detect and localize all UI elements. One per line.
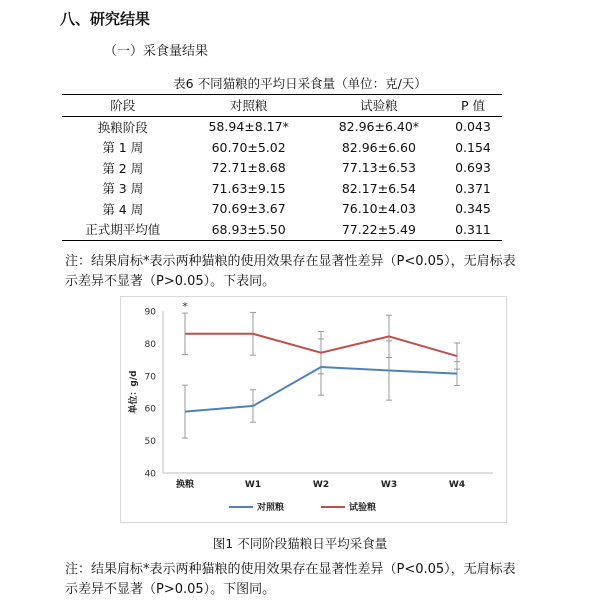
cell-p-value: 0.043 bbox=[455, 119, 491, 135]
table-row bbox=[62, 158, 502, 179]
header-control: 对照粮 bbox=[229, 98, 268, 114]
cell-control: 72.71±8.68 bbox=[211, 160, 286, 176]
cell-stage: 第 3 周 bbox=[102, 181, 144, 197]
x-tick-label: W1 bbox=[244, 480, 262, 490]
table-note: 注：结果肩标*表示两种猫粮的使用效果存在显著性差异（P<0.05），无肩标表示差异不显著（P>0.05）。下表同。 bbox=[65, 254, 516, 289]
cell-p-value: 0.693 bbox=[455, 160, 491, 176]
table-row bbox=[62, 178, 502, 199]
y-tick-label: 50 bbox=[144, 437, 156, 448]
cell-control: 70.69±3.67 bbox=[211, 201, 286, 217]
y-tick-label: 90 bbox=[144, 307, 156, 318]
figure-note: 注：结果肩标*表示两种猫粮的使用效果存在显著性差异（P<0.05），无肩标表示差异不显著（P>0.05）。下图同。 bbox=[65, 562, 516, 597]
significance-marker: * bbox=[182, 300, 188, 314]
y-axis-label: 单位：g/d bbox=[129, 370, 139, 414]
cell-stage: 正式期平均值 bbox=[85, 222, 161, 238]
cell-stage: 第 4 周 bbox=[102, 201, 144, 217]
cell-p-value: 0.371 bbox=[455, 180, 491, 196]
x-tick-label: W4 bbox=[448, 480, 466, 490]
header-p-value: P 值 bbox=[460, 98, 485, 114]
legend-label: 对照粮 bbox=[257, 503, 285, 513]
x-tick-label: W3 bbox=[380, 480, 398, 490]
subsection-title: （一）采食量结果 bbox=[104, 44, 209, 59]
figure-caption: 图1 不同阶段猫粮日平均采食量 bbox=[212, 536, 388, 551]
cell-test: 82.96±6.60 bbox=[341, 139, 416, 155]
cell-control: 60.70±5.02 bbox=[211, 139, 286, 155]
cell-test: 77.22±5.49 bbox=[341, 221, 416, 237]
table-header-row bbox=[62, 95, 502, 117]
header-stage: 阶段 bbox=[110, 98, 136, 114]
section-title: 八、研究结果 bbox=[60, 10, 151, 28]
cell-stage: 第 2 周 bbox=[102, 160, 144, 176]
cell-test: 77.13±6.53 bbox=[341, 160, 416, 176]
cell-control: 68.93±5.50 bbox=[211, 221, 286, 237]
cell-p-value: 0.154 bbox=[455, 139, 491, 155]
x-tick-label: 换粮 bbox=[175, 480, 195, 490]
table-row bbox=[62, 116, 502, 137]
header-test: 试验粮 bbox=[360, 98, 398, 114]
x-tick-label: W2 bbox=[312, 480, 330, 490]
y-tick-label: 80 bbox=[144, 339, 156, 350]
cell-test: 76.10±4.03 bbox=[341, 201, 416, 217]
cell-test: 82.96±6.40* bbox=[338, 119, 420, 135]
cell-control: 58.94±8.17* bbox=[208, 119, 289, 135]
cell-p-value: 0.345 bbox=[455, 201, 491, 217]
intake-line-chart bbox=[121, 297, 506, 522]
cell-control: 71.63±9.15 bbox=[211, 180, 286, 196]
cell-stage: 第 1 周 bbox=[102, 140, 144, 156]
table-row bbox=[62, 219, 502, 240]
legend-label: 试验粮 bbox=[349, 503, 377, 513]
cell-stage: 换粮阶段 bbox=[97, 119, 148, 135]
table-caption: 表6 不同猫粮的平均日采食量（单位：克/天） bbox=[173, 76, 427, 91]
y-tick-label: 40 bbox=[144, 469, 156, 480]
chart-frame bbox=[120, 296, 507, 523]
intake-table bbox=[62, 94, 502, 241]
cell-test: 82.17±6.54 bbox=[341, 180, 416, 196]
y-tick-label: 60 bbox=[144, 404, 156, 415]
table-row bbox=[62, 137, 502, 158]
table-row bbox=[62, 199, 502, 220]
y-tick-label: 70 bbox=[144, 372, 156, 383]
cell-p-value: 0.311 bbox=[455, 221, 491, 237]
